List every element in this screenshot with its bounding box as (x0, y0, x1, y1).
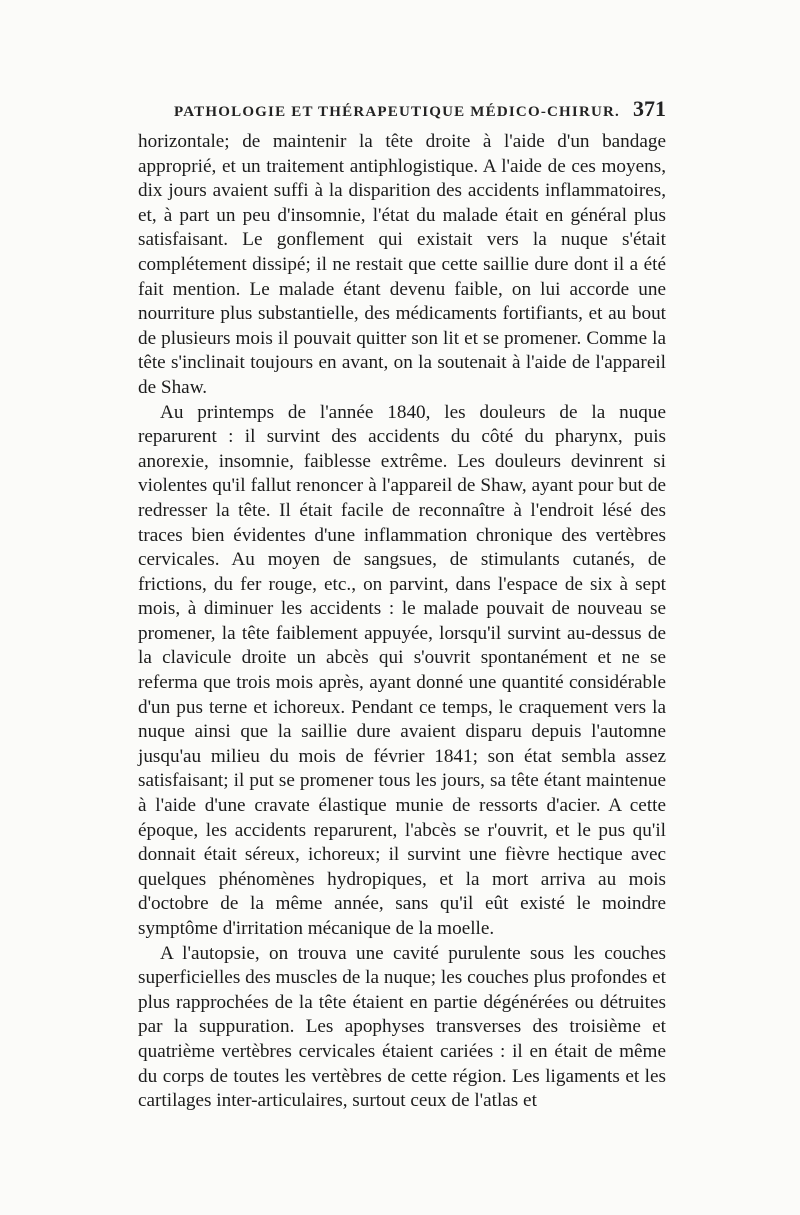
paragraph-autopsy: A l'autopsie, on trouva une cavité purulente sous les couches superficielles des muscles de la nuque; les couches plus profondes et plus rapprochées de la tête étaient en partie dégénérées ou détruites par la suppuration. Les apophyses transverses des troisième et quatrième vertèbres cervicales étaient cariées : il en était de même du corps de toutes les vertèbres de cette région. Les ligaments et les cartilages inter-articulaires, surtout ceux de l'atlas et (138, 942, 666, 1112)
running-header (138, 96, 666, 126)
running-title: PATHOLOGIE ET THÉRAPEUTIQUE MÉDICO-CHIRUR. (174, 104, 621, 120)
body-text (138, 130, 666, 1114)
paragraph-spring-1840: Au printemps de l'année 1840, les douleurs de la nuque reparurent : il survint des accidents du côté du pharynx, puis anorexie, insomnie, faiblesse extrême. Les douleurs devinrent si violentes qu'il fallut renoncer à l'appareil de Shaw, ayant pour but de redresser la tête. Il était facile de reconnaître à l'endroit lésé des traces bien évidentes d'une inflammation chronique des vertèbres cervicales. Au moyen de sangsues, de stimulants cutanés, de frictions, du fer rouge, etc., on parvint, dans l'espace de six à sept mois, à diminuer les accidents : le malade pouvait de nouveau se promener, la tête faiblement appuyée, lorsqu'il survint au-dessus de la clavicule droite un abcès qui s'ouvrit spontanément et ne se referma que trois mois après, ayant donné une quantité considérable d'un pus terne et ichoreux. Pendant ce temps, le craquement vers la nuque ainsi que la saillie dure avaient disparu depuis l'automne jusqu'au milieu du mois de février 1841; son état sembla assez satisfaisant; il put se promener tous les jours, sa tête étant maintenue à l'aide d'une cravate élastique munie de ressorts d'acier. A cette époque, les accidents reparurent, l'abcès se r'ouvrit, et le pus qu'il donnait était séreux, ichoreux; il survint une fièvre hectique avec quelques phénomènes hydropiques, et la mort arriva au mois d'octobre de la même année, sans qu'il eût existé le moindre symptôme d'irritation mécanique de la moelle. (138, 401, 666, 939)
book-page (138, 96, 666, 1114)
paragraph-continuation: horizontale; de maintenir la tête droite à l'aide d'un bandage approprié, et un traitement antiphlogistique. A l'aide de ces moyens, dix jours avaient suffi à la disparition des accidents inflammatoires, et, à part un peu d'insomnie, l'état du malade était en général plus satisfaisant. Le gonflement qui existait vers la nuque s'était complétement dissipé; il ne restait que cette saillie dure dont il a été fait mention. Le malade étant devenu faible, on lui accorde une nourriture plus substantielle, des médicaments fortifiants, et au bout de plusieurs mois il pouvait quitter son lit et se promener. Comme la tête s'inclinait toujours en avant, on la soutenait à l'aide de l'appareil de Shaw. (138, 131, 666, 398)
page-number: 371 (633, 96, 666, 121)
